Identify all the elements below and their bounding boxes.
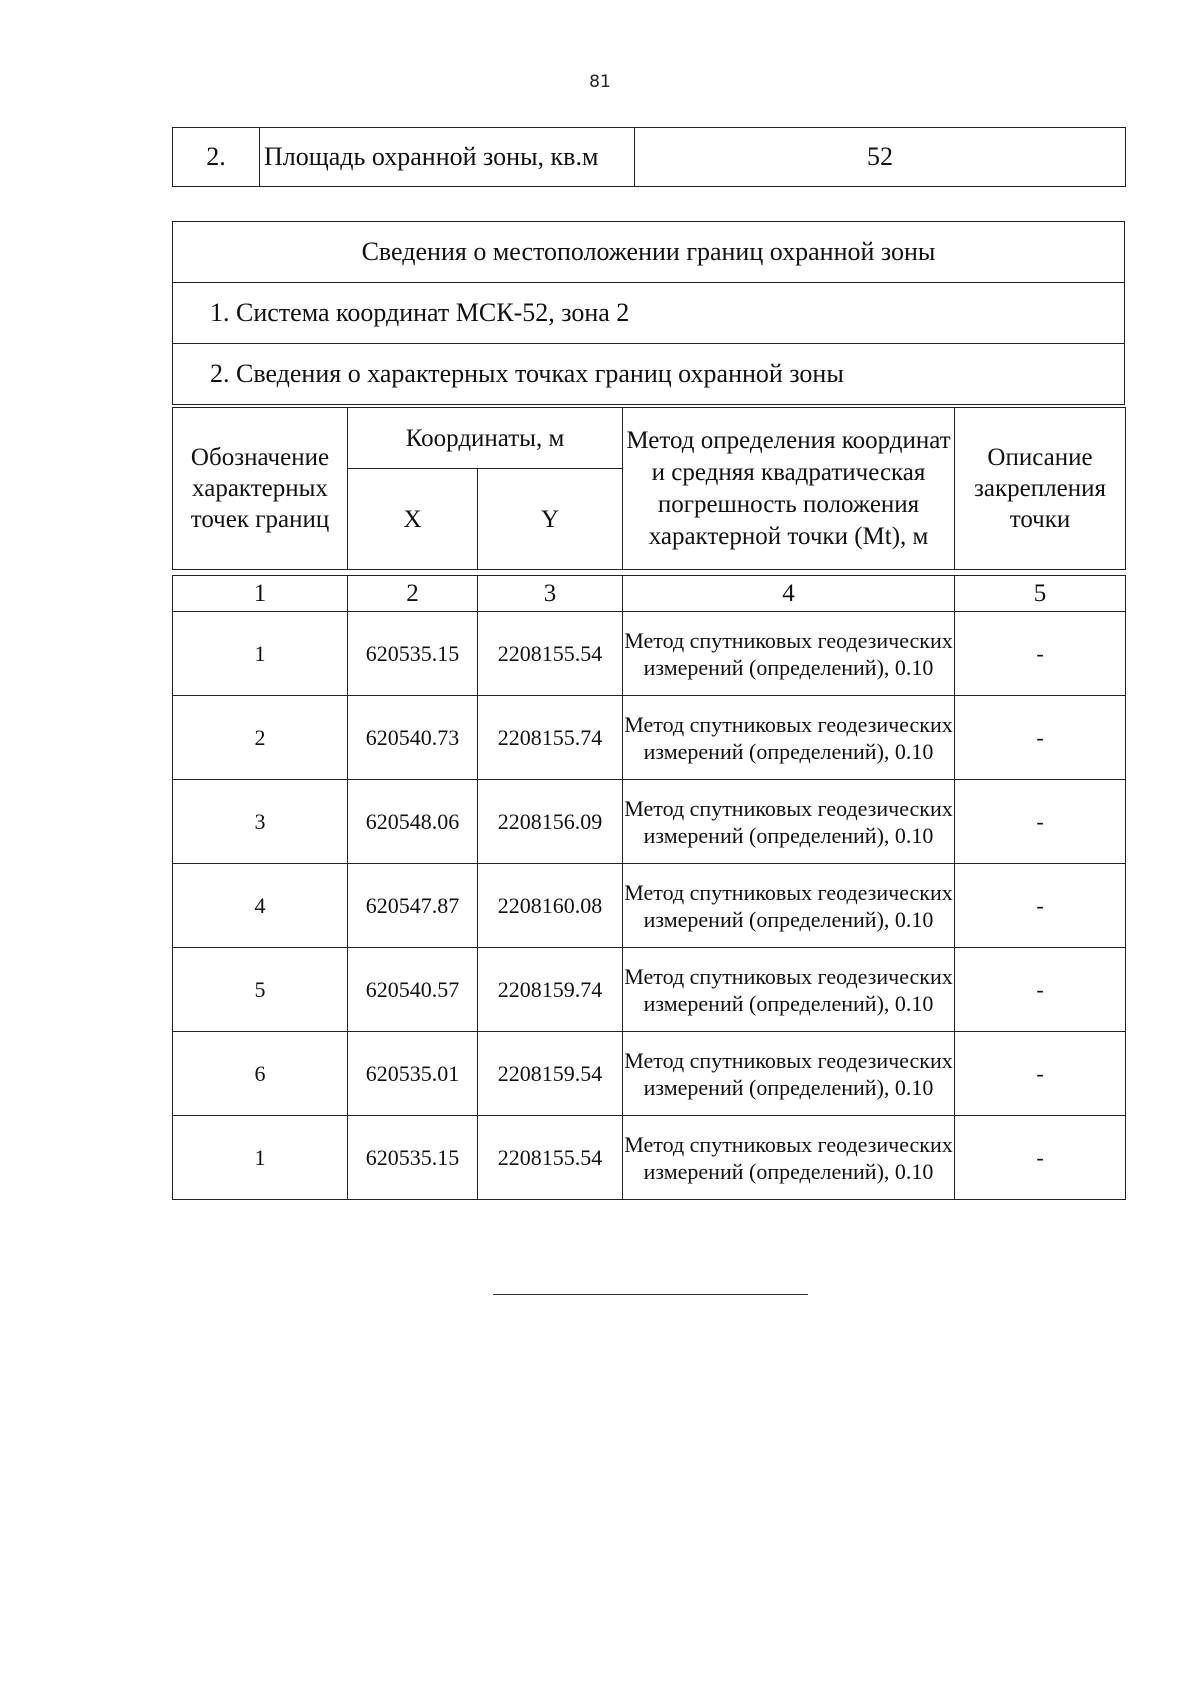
x-cell: 620540.57 — [348, 948, 478, 1032]
description-cell: - — [955, 780, 1126, 864]
y-cell: 2208159.54 — [478, 1032, 623, 1116]
area-row — [173, 128, 1126, 187]
header-designation: Обозначение характерных точек границ — [173, 408, 348, 570]
method-cell: Метод спутниковых геодезических измерений (определений), 0.10 — [623, 948, 955, 1032]
location-info-table — [172, 221, 1125, 405]
x-cell: 620548.06 — [348, 780, 478, 864]
header-description: Описание закрепления точки — [955, 408, 1126, 570]
area-row-index: 2. — [173, 128, 260, 187]
header-method: Метод определения координат и средняя квадратическая погрешность положения характерной точки (Mt), м — [623, 408, 955, 570]
method-cell: Метод спутниковых геодезических измерений (определений), 0.10 — [623, 696, 955, 780]
x-cell: 620535.01 — [348, 1032, 478, 1116]
point-cell: 4 — [173, 864, 348, 948]
description-cell: - — [955, 864, 1126, 948]
table-row — [173, 612, 1126, 696]
area-row-label: Площадь охранной зоны, кв.м — [260, 128, 635, 187]
point-cell: 2 — [173, 696, 348, 780]
points-table — [172, 575, 1126, 1200]
y-cell: 2208155.54 — [478, 612, 623, 696]
area-row-value: 52 — [635, 128, 1126, 187]
method-cell: Метод спутниковых геодезических измерений (определений), 0.10 — [623, 1116, 955, 1200]
description-cell: - — [955, 948, 1126, 1032]
table-row — [173, 696, 1126, 780]
table-row — [173, 948, 1126, 1032]
column-number: 2 — [348, 576, 478, 612]
x-cell: 620535.15 — [348, 612, 478, 696]
point-cell: 1 — [173, 1116, 348, 1200]
x-cell: 620540.73 — [348, 696, 478, 780]
column-number: 3 — [478, 576, 623, 612]
location-info-title: Сведения о местоположении границ охранной зоны — [173, 222, 1125, 283]
x-cell: 620547.87 — [348, 864, 478, 948]
footer-divider — [493, 1294, 808, 1295]
area-table — [172, 127, 1126, 187]
method-cell: Метод спутниковых геодезических измерений (определений), 0.10 — [623, 612, 955, 696]
description-cell: - — [955, 612, 1126, 696]
column-number: 1 — [173, 576, 348, 612]
point-cell: 3 — [173, 780, 348, 864]
column-number: 5 — [955, 576, 1126, 612]
coordinate-system: 1. Система координат МСК-52, зона 2 — [173, 283, 1125, 344]
description-cell: - — [955, 1032, 1126, 1116]
coordinates-header-table — [172, 407, 1126, 570]
y-cell: 2208156.09 — [478, 780, 623, 864]
header-x: X — [348, 469, 478, 570]
method-cell: Метод спутниковых геодезических измерений (определений), 0.10 — [623, 1032, 955, 1116]
header-y: Y — [478, 469, 623, 570]
method-cell: Метод спутниковых геодезических измерений (определений), 0.10 — [623, 864, 955, 948]
method-cell: Метод спутниковых геодезических измерений (определений), 0.10 — [623, 780, 955, 864]
point-cell: 5 — [173, 948, 348, 1032]
header-coordinates: Координаты, м — [348, 408, 623, 469]
description-cell: - — [955, 696, 1126, 780]
page-number: 81 — [589, 72, 611, 92]
y-cell: 2208160.08 — [478, 864, 623, 948]
description-cell: - — [955, 1116, 1126, 1200]
column-number: 4 — [623, 576, 955, 612]
point-cell: 1 — [173, 612, 348, 696]
y-cell: 2208159.74 — [478, 948, 623, 1032]
x-cell: 620535.15 — [348, 1116, 478, 1200]
y-cell: 2208155.54 — [478, 1116, 623, 1200]
table-row — [173, 780, 1126, 864]
table-row — [173, 1032, 1126, 1116]
table-row — [173, 1116, 1126, 1200]
y-cell: 2208155.74 — [478, 696, 623, 780]
point-cell: 6 — [173, 1032, 348, 1116]
table-row — [173, 864, 1126, 948]
points-heading: 2. Сведения о характерных точках границ охранной зоны — [173, 344, 1125, 405]
column-number-row — [173, 576, 1126, 612]
